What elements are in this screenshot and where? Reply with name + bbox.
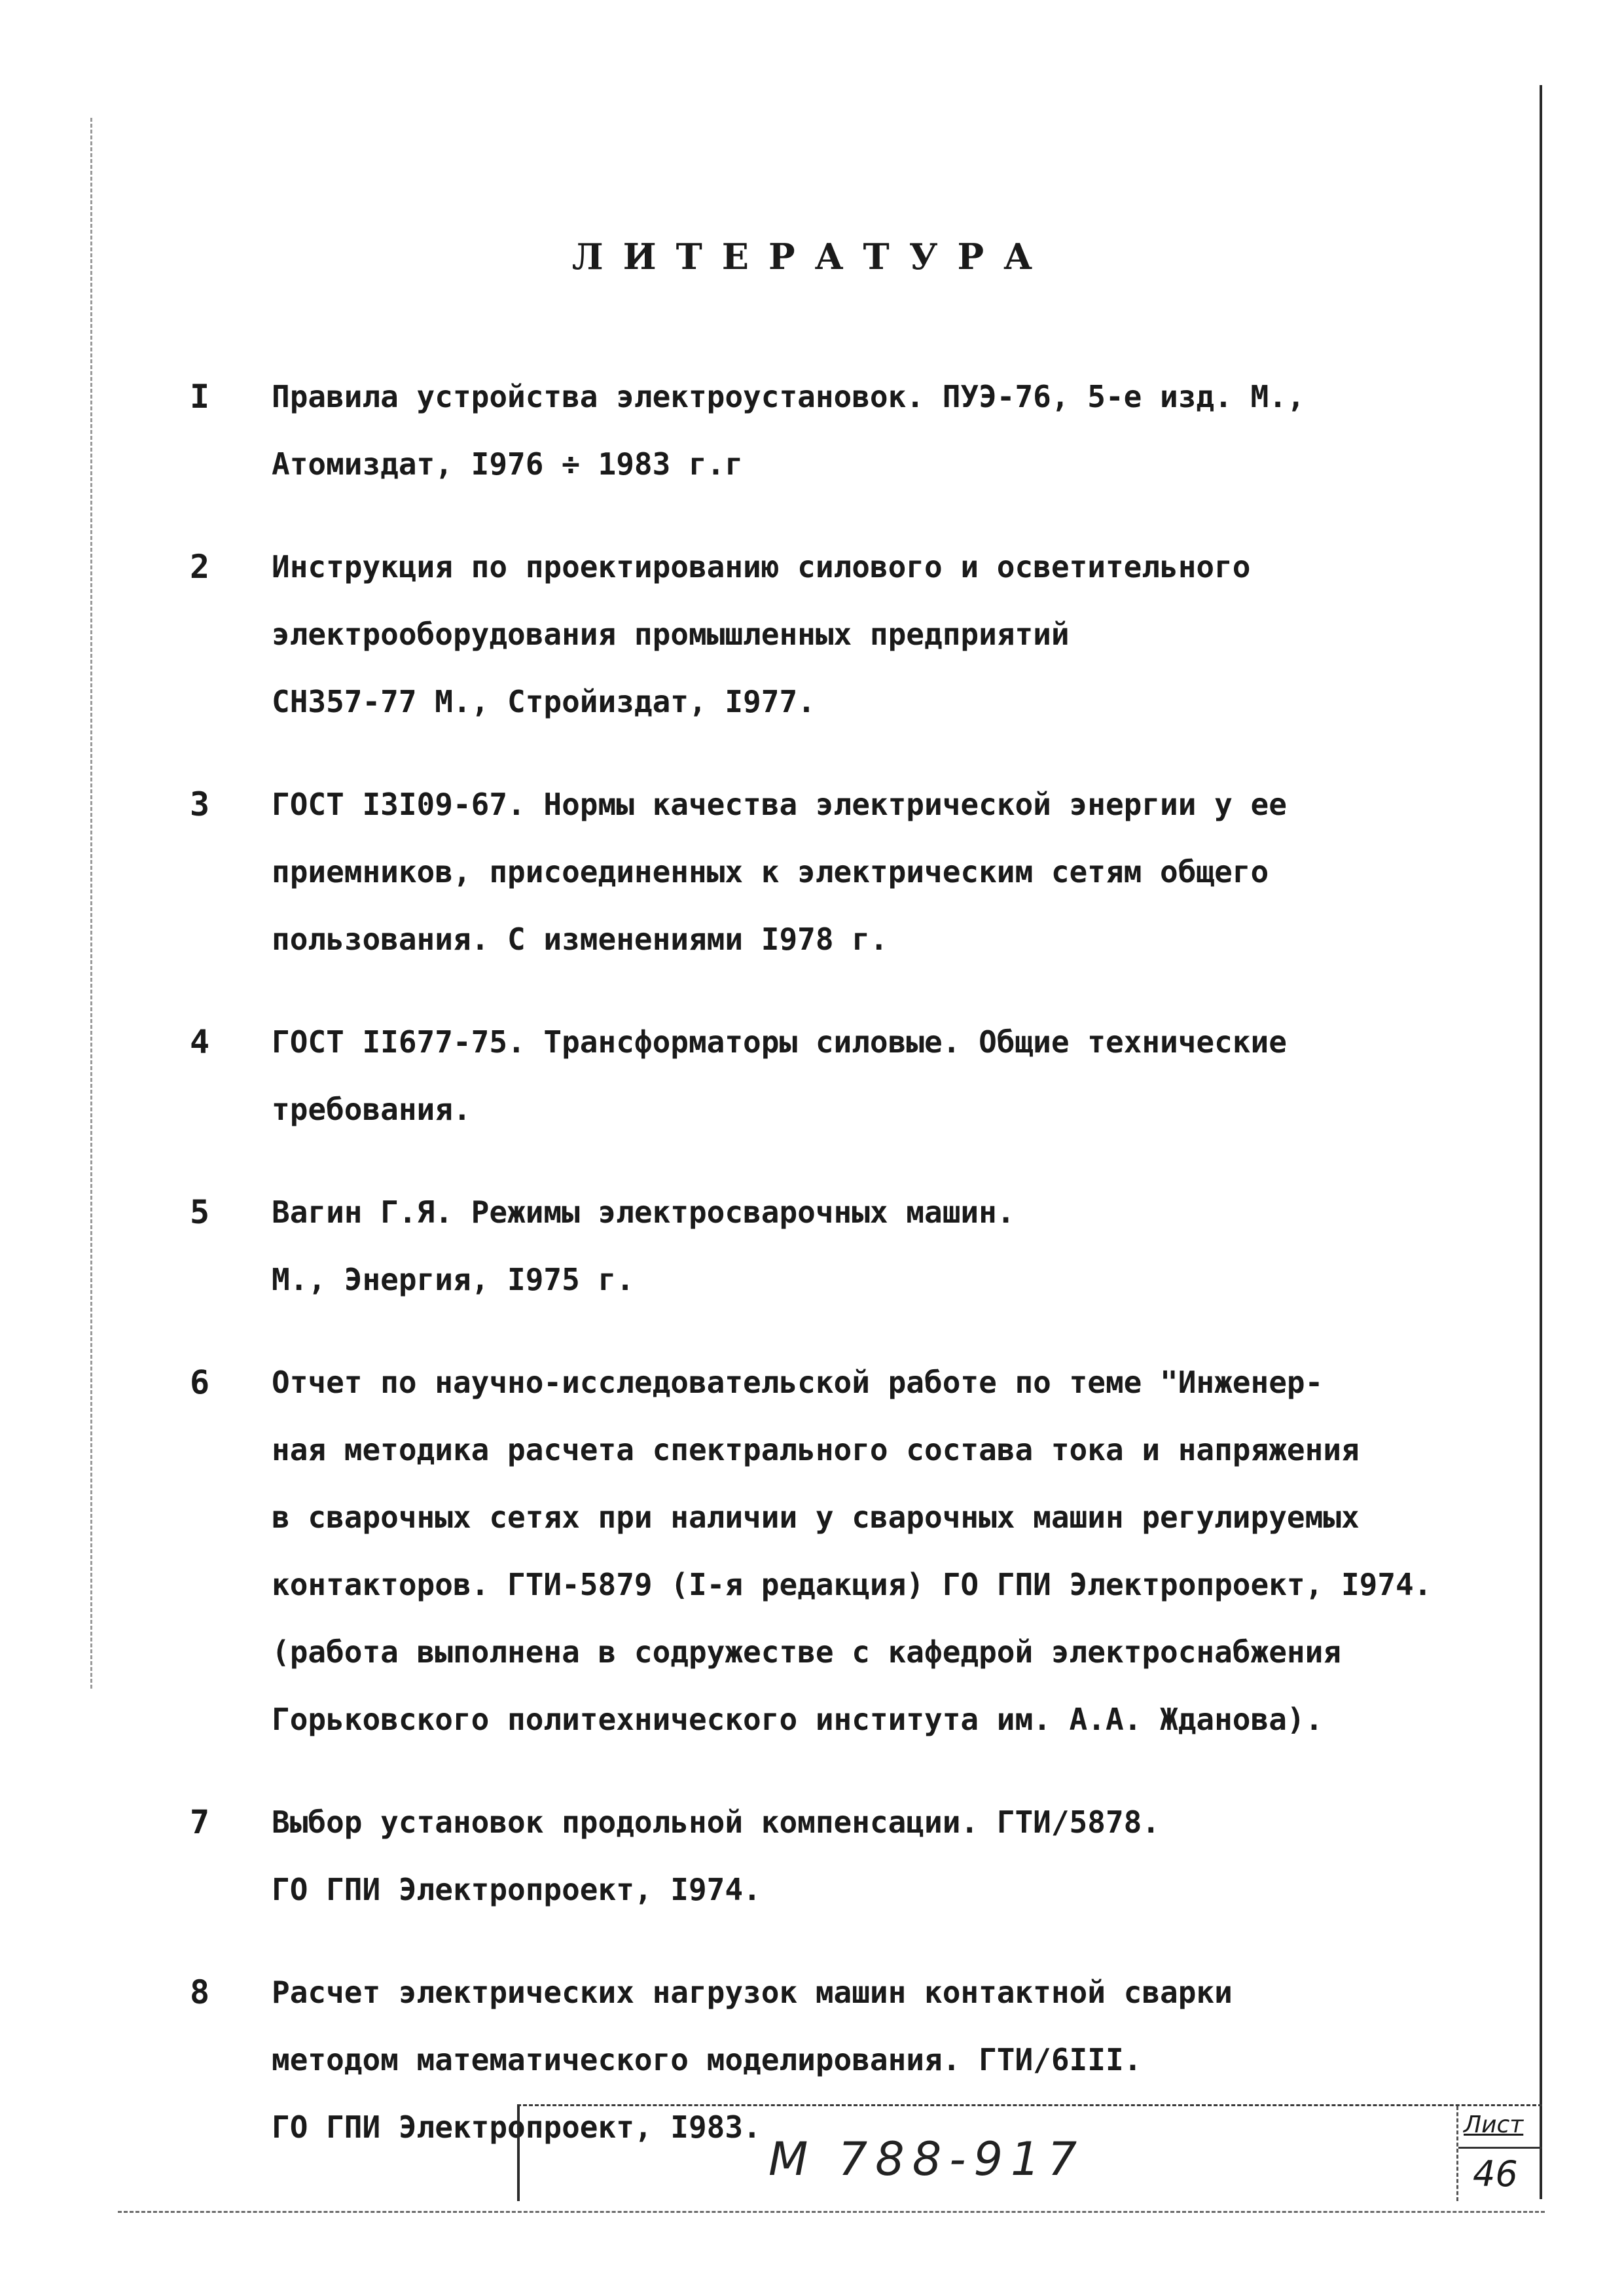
reference-number: I — [190, 378, 210, 416]
left-frame-line — [90, 118, 92, 1689]
sheet-cell — [1456, 2106, 1542, 2201]
reference-text-line: ная методика расчета спектрального состава тока и напряжения — [272, 1432, 1360, 1467]
reference-text-line: Горьковского политехнического института им. А.А. Жданова). — [272, 1702, 1324, 1737]
reference-number: 2 — [190, 548, 210, 586]
reference-text-line: (работа выполнена в содружестве с кафедрой электроснабжения — [272, 1634, 1341, 1670]
reference-text-line: Инструкция по проектированию силового и осветительного — [272, 549, 1251, 584]
bottom-rule — [118, 2211, 1545, 2213]
reference-text-line: в сварочных сетях при наличии у сварочных машин регулируемых — [272, 1499, 1360, 1535]
reference-number: 3 — [190, 785, 210, 823]
reference-number: 4 — [190, 1023, 210, 1061]
sheet-label: Лист — [1464, 2111, 1524, 2138]
reference-text-line: Правила устройства электроустановок. ПУЭ-76, 5-е изд. М., — [272, 379, 1305, 414]
reference-item — [190, 363, 1532, 498]
reference-text-line: ГОСТ II677-75. Трансформаторы силовые. Общие технические — [272, 1024, 1287, 1060]
reference-item — [190, 533, 1532, 736]
reference-text-line: СН357-77 М., Стройиздат, I977. — [272, 684, 816, 719]
reference-number: 5 — [190, 1193, 210, 1231]
reference-item — [190, 1789, 1532, 1924]
reference-text-line: приемников, присоединенных к электрическим сетям общего — [272, 854, 1269, 889]
reference-text-line: требования. — [272, 1092, 471, 1127]
reference-text-line: пользования. С изменениями I978 г. — [272, 922, 888, 957]
reference-text-line: Вагин Г.Я. Режимы электросварочных машин. — [272, 1194, 1015, 1230]
reference-text-line: ГО ГПИ Электропроект, I983. — [272, 2109, 761, 2145]
reference-item — [190, 1349, 1532, 1753]
title-block-stamp — [517, 2104, 1542, 2201]
reference-text-line: Отчет по научно-исследовательской работе по теме "Инженер- — [272, 1365, 1324, 1400]
reference-text-line: ГО ГПИ Электропроект, I974. — [272, 1872, 761, 1907]
reference-list — [190, 363, 1532, 2197]
reference-text-line: ГОСТ I3I09-67. Нормы качества электрической энергии у ее — [272, 787, 1287, 822]
reference-text-line: Расчет электрических нагрузок машин контактной сварки — [272, 1975, 1233, 2010]
reference-text-line: Атомиздат, I976 ÷ 1983 г.г — [272, 446, 744, 482]
reference-number: 8 — [190, 1973, 210, 2011]
reference-text-line: контакторов. ГТИ-5879 (I-я редакция) ГО ГПИ Электропроект, I974. — [272, 1567, 1432, 1602]
sheet-number: 46 — [1473, 2153, 1518, 2195]
reference-item — [190, 1179, 1532, 1314]
reference-text-line: электрооборудования промышленных предприятий — [272, 617, 1070, 652]
reference-item — [190, 1009, 1532, 1143]
reference-text-line: Выбор установок продольной компенсации. ГТИ/5878. — [272, 1804, 1161, 1840]
reference-item — [190, 771, 1532, 973]
page-title: ЛИТЕРАТУРА — [571, 236, 1053, 278]
right-frame-line — [1540, 85, 1542, 2199]
sheet-divider — [1458, 2147, 1542, 2149]
reference-text-line: М., Энергия, I975 г. — [272, 1262, 634, 1297]
reference-number: 6 — [190, 1363, 210, 1401]
reference-text-line: методом математического моделирования. ГТИ/6III. — [272, 2042, 1142, 2077]
reference-number: 7 — [190, 1803, 210, 1841]
document-code: М 788-917 — [768, 2132, 1085, 2186]
